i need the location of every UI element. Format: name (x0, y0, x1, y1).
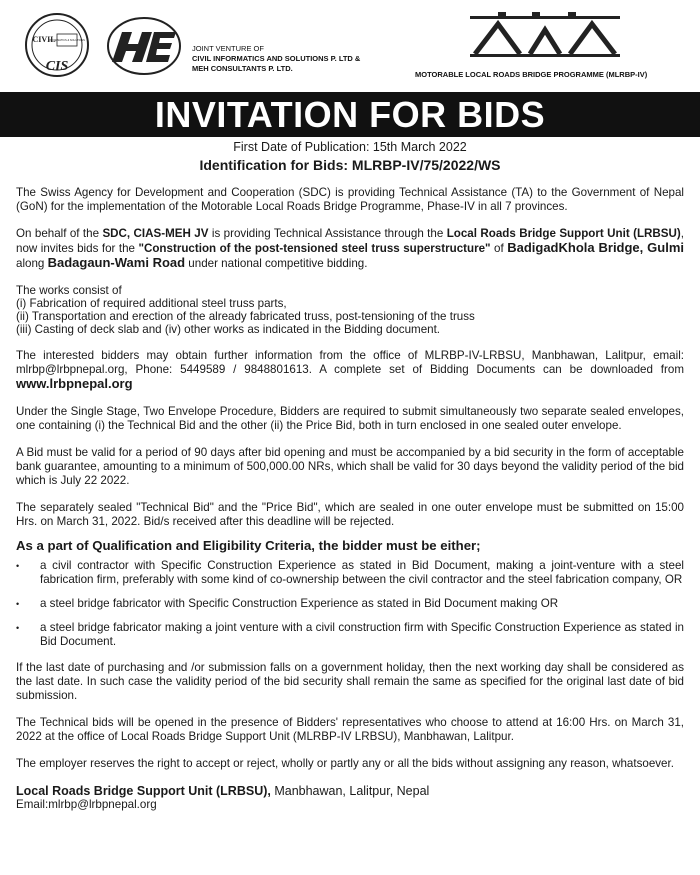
list-item: • a civil contractor with Specific Construction Experience as stated in Bid Document, making a joint-venture with a steel fabrication firm, preferably with some kind of co-ownership between the civil contractor and the steel fabrication company, OR (16, 559, 684, 586)
bullet-icon: • (16, 623, 20, 633)
works-intro: The works consist of (16, 284, 122, 297)
deadline-paragraph: The separately sealed "Technical Bid" and the "Price Bid", which are sealed in one outer envelope must be submitted on 15:00 Hrs. on March 31, 2022. Bid/s received after this deadline will be rejected. (16, 501, 684, 528)
works-list (16, 284, 684, 336)
holiday-paragraph: If the last date of purchasing and /or submission falls on a government holiday, then the next working day shall be considered as the last date. In such case the validity period of the bid security shall remain the same as specified for the original last date of bid submission. (16, 661, 684, 702)
footer-email[interactable]: Email:mlrbp@lrbpnepal.org (16, 798, 157, 811)
rights-paragraph: The employer reserves the right to accept or reject, wholly or partly any or all the bids without assigning any reason, whatsoever. (16, 757, 674, 770)
bullet-icon: • (16, 599, 20, 609)
publication-date: First Date of Publication: 15th March 2022 (233, 140, 467, 154)
page-title: INVITATION FOR BIDS (0, 92, 700, 137)
footer-address: Local Roads Bridge Support Unit (LRBSU), Manbhawan, Lalitpur, Nepal (16, 784, 430, 798)
intro-paragraph: The Swiss Agency for Development and Cooperation (SDC) is providing Technical Assistance (TA) to the Government of Nepal (GoN) for the implementation of the Motorable Local Roads Bridge Programme, Phase-IV in all 7 provinces. (16, 186, 684, 213)
invitation-paragraph: On behalf of the SDC, CIAS-MEH JV is providing Technical Assistance through the Local Roads Bridge Support Unit (LRBSU), now invites bids for the "Construction of the post-tensioned steel truss superstructure" of BadigadKhola Bridge, Gulmi along Badagaun-Wami Road under national competitive bidding. (16, 227, 684, 270)
jv-line-3: MEH CONSULTANTS P. LTD. (192, 64, 293, 73)
opening-paragraph: The Technical bids will be opened in the presence of Bidders' representatives who choose to attend at 16:00 Hrs. on March 31, 2022 at the office of Local Roads Bridge Support Unit (MLRBP-IV LRBSU), Manbhawan, Lalitpur. (16, 716, 684, 743)
works-item: (ii) Transportation and erection of the already fabricated truss, post-tensioning of the truss (16, 310, 475, 323)
bullet-icon: • (16, 561, 20, 571)
validity-paragraph: A Bid must be valid for a period of 90 days after bid opening and must be accompanied by a bid security in the form of acceptable bank guarantee, amounting to a minimum of 500,000.00 NRs, which shall be valid for 30 days beyond the validity period of the bid which is July 22 2022. (16, 446, 684, 487)
svg-text:CIS: CIS (45, 59, 69, 74)
list-item: • a steel bridge fabricator making a joint venture with a civil construction firm with Specific Construction Experience as stated in Bid Document. (16, 621, 684, 648)
bridge-logo (470, 10, 620, 60)
cis-logo (24, 12, 90, 78)
list-item: • a steel bridge fabricator with Specific Construction Experience as stated in Bid Document making OR (16, 597, 559, 610)
bid-identification: Identification for Bids: MLRBP-IV/75/2022/WS (199, 157, 501, 173)
jv-line-2: CIVIL INFORMATICS AND SOLUTIONS P. LTD & (192, 54, 361, 63)
svg-text:INFORMATICS & SOLUTIONS: INFORMATICS & SOLUTIONS (49, 39, 85, 42)
programme-name: MOTORABLE LOCAL ROADS BRIDGE PROGRAMME (MLRBP-IV) (415, 70, 648, 79)
qualification-heading: As a part of Qualification and Eligibility Criteria, the bidder must be either; (16, 538, 481, 553)
notice-body (16, 186, 684, 812)
meh-logo (104, 14, 184, 78)
joint-venture-text (192, 44, 360, 74)
jv-line-1: JOINT VENTURE OF (192, 44, 264, 53)
header (0, 0, 700, 92)
works-item: (i) Fabrication of required additional steel truss parts, (16, 297, 287, 310)
info-paragraph: The interested bidders may obtain further information from the office of MLRBP-IV-LRBSU, Manbhawan, Lalitpur, email: mlrbp@lrbpnepal.org, Phone: 5449589 / 9848801613. A complete set of Bidding Documents can be downloaded from www.lrbpnepal.org (16, 349, 684, 391)
svg-text:CIVIL: CIVIL (32, 35, 56, 44)
works-item: (iii) Casting of deck slab and (iv) other works as indicated in the Bidding document. (16, 323, 441, 336)
website-link[interactable]: www.lrbpnepal.org (16, 376, 133, 391)
envelope-paragraph: Under the Single Stage, Two Envelope Procedure, Bidders are required to submit simultaneously two separate sealed envelopes, one containing (i) the Technical Bid and the other (ii) the Price Bid, both in turn enclosed in one sealed outer envelope. (16, 405, 684, 432)
